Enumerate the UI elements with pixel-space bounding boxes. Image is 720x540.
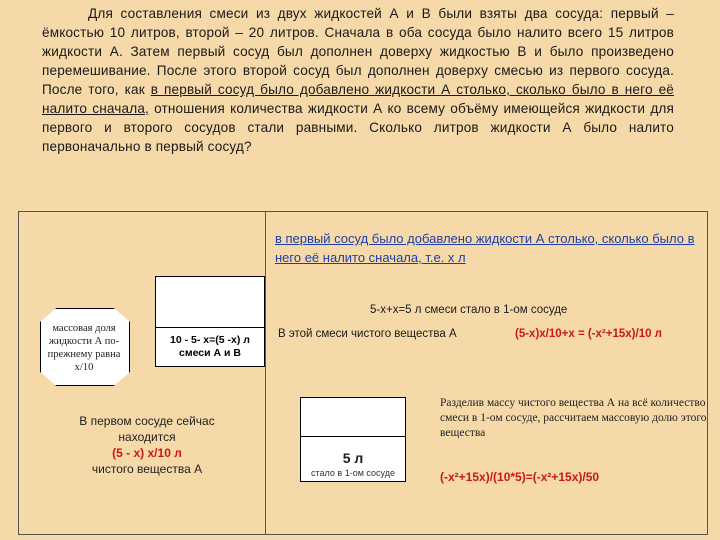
vessel-1-volume: 5 л [342,450,364,466]
vessel-1-volume-caption: стало в 1-ом сосуде [311,468,395,478]
vessel-1-note-line4: чистого вещества А [91,462,203,476]
pure-substance-formula: (5-х)х/10+х = (-х²+15х)/10 л [515,328,662,340]
vessel-1-note-formula: (5 - х) х/10 л [112,446,182,460]
mass-fraction-explanation: Разделив массу чистого вещества А на всё количество смеси в 1-ом сосуде, рассчитаем массовую долю этого вещества [440,397,707,439]
problem-text [42,4,674,156]
problem-text-end: отношения количества жидкости А ко всему объёму имеющейся жидкости для первого и второго сосудов стали равными. Сколько литров жидкости А было налито первоначально в первый сосуд? [42,101,674,154]
vessel-1-top [155,276,265,328]
vessel-1-small-bottom [300,436,406,482]
vessel-1-content-note [52,413,242,477]
problem-text-underlined: в первый сосуд было добавлено жидкости А столько, сколько было в него её налито сначала, [42,82,674,116]
problem-text-start: Для составления смеси из двух жидкостей А и В были взяты два сосуда: первый – ёмкостью 10 литров, второй – 20 литров. Сначала в оба сосуда было налито всего 15 литров жидкости А. Затем первый сосуд был дополнен доверху жидкостью В и было произведено перемешивание. После этого второй сосуд был дополнен доверху смесью из первого сосуда. После того, как [42,6,674,97]
pure-substance-line: В этой смеси чистого вещества А [278,328,457,340]
mass-fraction-formula: (-х²+15х)/(10*5)=(-х²+15х)/50 [440,470,600,484]
vessel-1-small-top [300,397,406,437]
mass-fraction-note: массовая доля жидкости А по-прежнему равна х/10 [47,323,121,373]
mixture-volume-line: 5-х+х=5 л смеси стало в 1-ом сосуде [370,304,568,316]
vessel-1-note-line2: находится [118,430,176,444]
vessel-1-mixture-label: 10 - 5- х=(5 -х) л смеси А и В [155,327,265,367]
panel-divider [265,211,266,535]
vessel-1-note-line1: В первом сосуде сейчас [79,414,215,428]
hint-text: в первый сосуд было добавлено жидкости А столько, сколько было в него её налито сначала, т.е. х л [275,231,695,265]
